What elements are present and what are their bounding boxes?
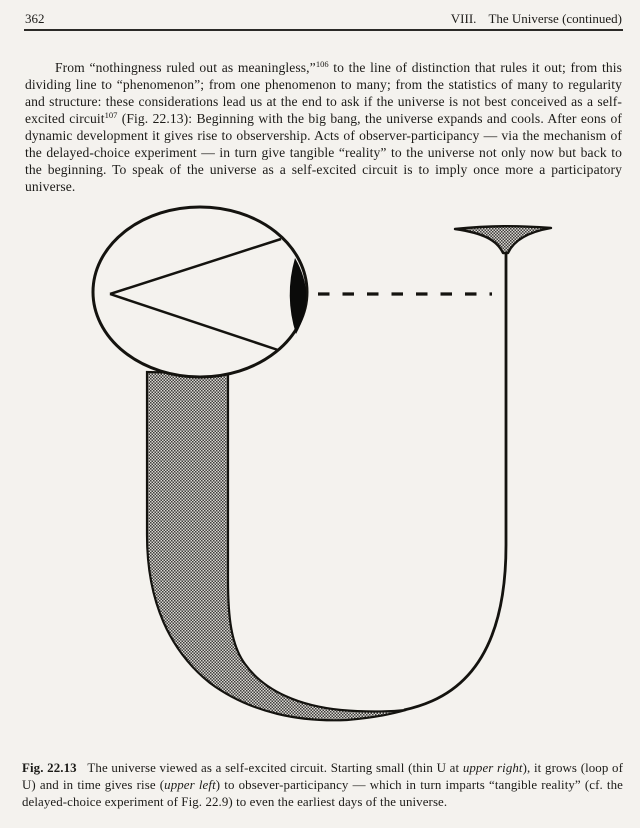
text-segment: 107 xyxy=(104,109,118,120)
text-segment: (Fig. 22.13): Beginning with the big bang, the universe expands and cools. After eons of dynamic development it gives rise to observership. Acts of observer-participancy — via the mechanism of the delayed-choice experiment — in turn give tangible “reality” to the universe not only now but back to the beginning. To speak of the universe as a self-excited circuit is to imply once more a participatory universe. xyxy=(25,110,622,195)
text-segment: 106 xyxy=(315,58,329,69)
text-segment: The universe viewed as a self-excited circuit. Starting small (thin U at xyxy=(76,760,463,775)
text-segment: From “nothingness ruled out as meaningless,” xyxy=(55,59,316,75)
universe-thin-limb xyxy=(404,252,506,710)
observer-eye-circle xyxy=(93,207,307,377)
text-segment: ), it grows (loop of U) and in time gives rise ( xyxy=(22,760,623,793)
text-segment: Fig. 22.13 xyxy=(22,760,77,775)
big-bang-flare xyxy=(455,226,551,253)
text-segment: upper left xyxy=(164,778,216,793)
text-segment: ) to obsever-participancy — which in turn imparts “tangible reality” (cf. the delayed-choice experiment of Fig. 22.9) to even the earliest days of the universe. xyxy=(22,778,623,810)
page-number: 362 xyxy=(25,11,45,26)
text-segment: upper right xyxy=(462,760,523,775)
text-segment: to the line of distinction that rules it out; from this dividing line to “phenomenon”; from one phenomenon to many; from the statistics of many to regularity and structure: these considerations lead us at the end to ask if the universe is not best conceived as a self-excited circuit xyxy=(25,59,622,126)
figure-caption xyxy=(22,760,623,812)
universe-thick-limb xyxy=(147,372,406,720)
chapter-title: The Universe (continued) xyxy=(488,11,622,26)
chapter-number: VIII. xyxy=(450,11,477,26)
